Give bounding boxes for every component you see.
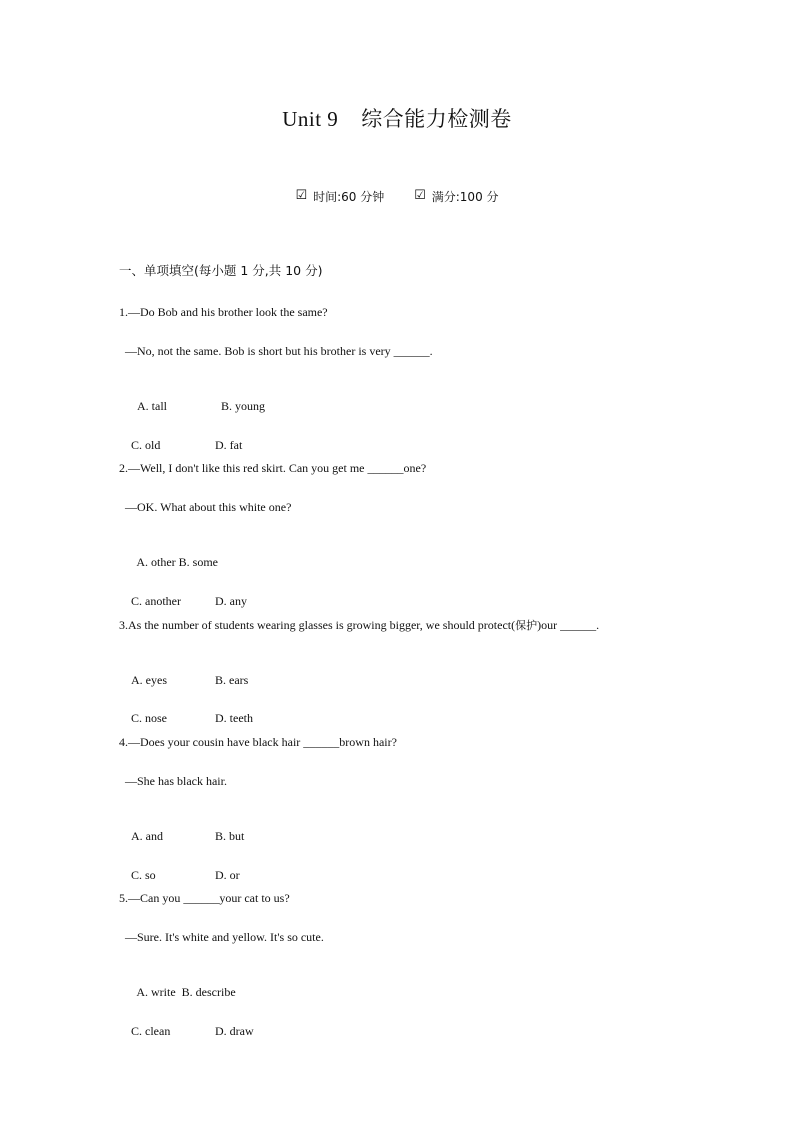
option-a: A. eyes	[131, 673, 167, 687]
question-3-text-pre: 3.As the number of students wearing glasses is growing bigger, we should protect(	[119, 618, 516, 632]
option-d: D. teeth	[215, 711, 253, 725]
option-d: D. draw	[215, 1024, 254, 1038]
time-label: 时间:60 分钟	[313, 190, 385, 204]
question-2-text: 2.—Well, I don't like this red skirt. Can you get me ______one?	[119, 461, 427, 475]
time-info	[295, 188, 384, 205]
exam-meta	[0, 188, 794, 205]
option-c: C. so	[131, 868, 156, 882]
question-1-reply: —No, not the same. Bob is short but his brother is very ______.	[125, 344, 433, 358]
page-title: Unit 9 综合能力检测卷	[282, 107, 512, 131]
question-4-text: 4.—Does your cousin have black hair ______brown hair?	[119, 735, 397, 749]
option-a: A. other	[136, 555, 176, 569]
question-5-options-cd	[119, 1007, 254, 1055]
option-a: A. and	[131, 829, 163, 843]
option-a: A. tall	[137, 399, 167, 413]
option-d: D. fat	[215, 438, 243, 452]
question-4-reply: —She has black hair.	[125, 774, 227, 788]
option-d: D. or	[215, 868, 240, 882]
question-1-text: 1.—Do Bob and his brother look the same?	[119, 305, 328, 319]
score-label: 满分:100 分	[431, 190, 499, 204]
checkbox-icon: ☑	[414, 188, 426, 203]
option-b: B. ears	[215, 673, 249, 687]
question-3-text	[119, 617, 599, 634]
section-heading: 一、单项填空(每小题 1 分,共 10 分)	[119, 263, 323, 278]
question-5-reply: —Sure. It's white and yellow. It's so cute.	[125, 930, 324, 944]
option-c: C. old	[131, 438, 161, 452]
question-3-text-post: )our ______.	[537, 618, 600, 632]
question-5-text: 5.—Can you ______your cat to us?	[119, 891, 290, 905]
option-b: B. young	[221, 399, 266, 413]
option-b: B. some	[178, 555, 219, 569]
option-b: B. but	[215, 829, 245, 843]
question-3-text-cn: 保护	[515, 619, 538, 632]
score-info	[414, 188, 498, 205]
question-2-reply: —OK. What about this white one?	[125, 500, 292, 514]
option-c: C. nose	[131, 711, 167, 725]
checkbox-icon: ☑	[295, 188, 308, 203]
option-a: A. write	[136, 985, 176, 999]
option-c: C. another	[131, 594, 181, 608]
option-c: C. clean	[131, 1024, 171, 1038]
option-b: B. describe	[181, 985, 236, 999]
option-d: D. any	[215, 594, 247, 608]
